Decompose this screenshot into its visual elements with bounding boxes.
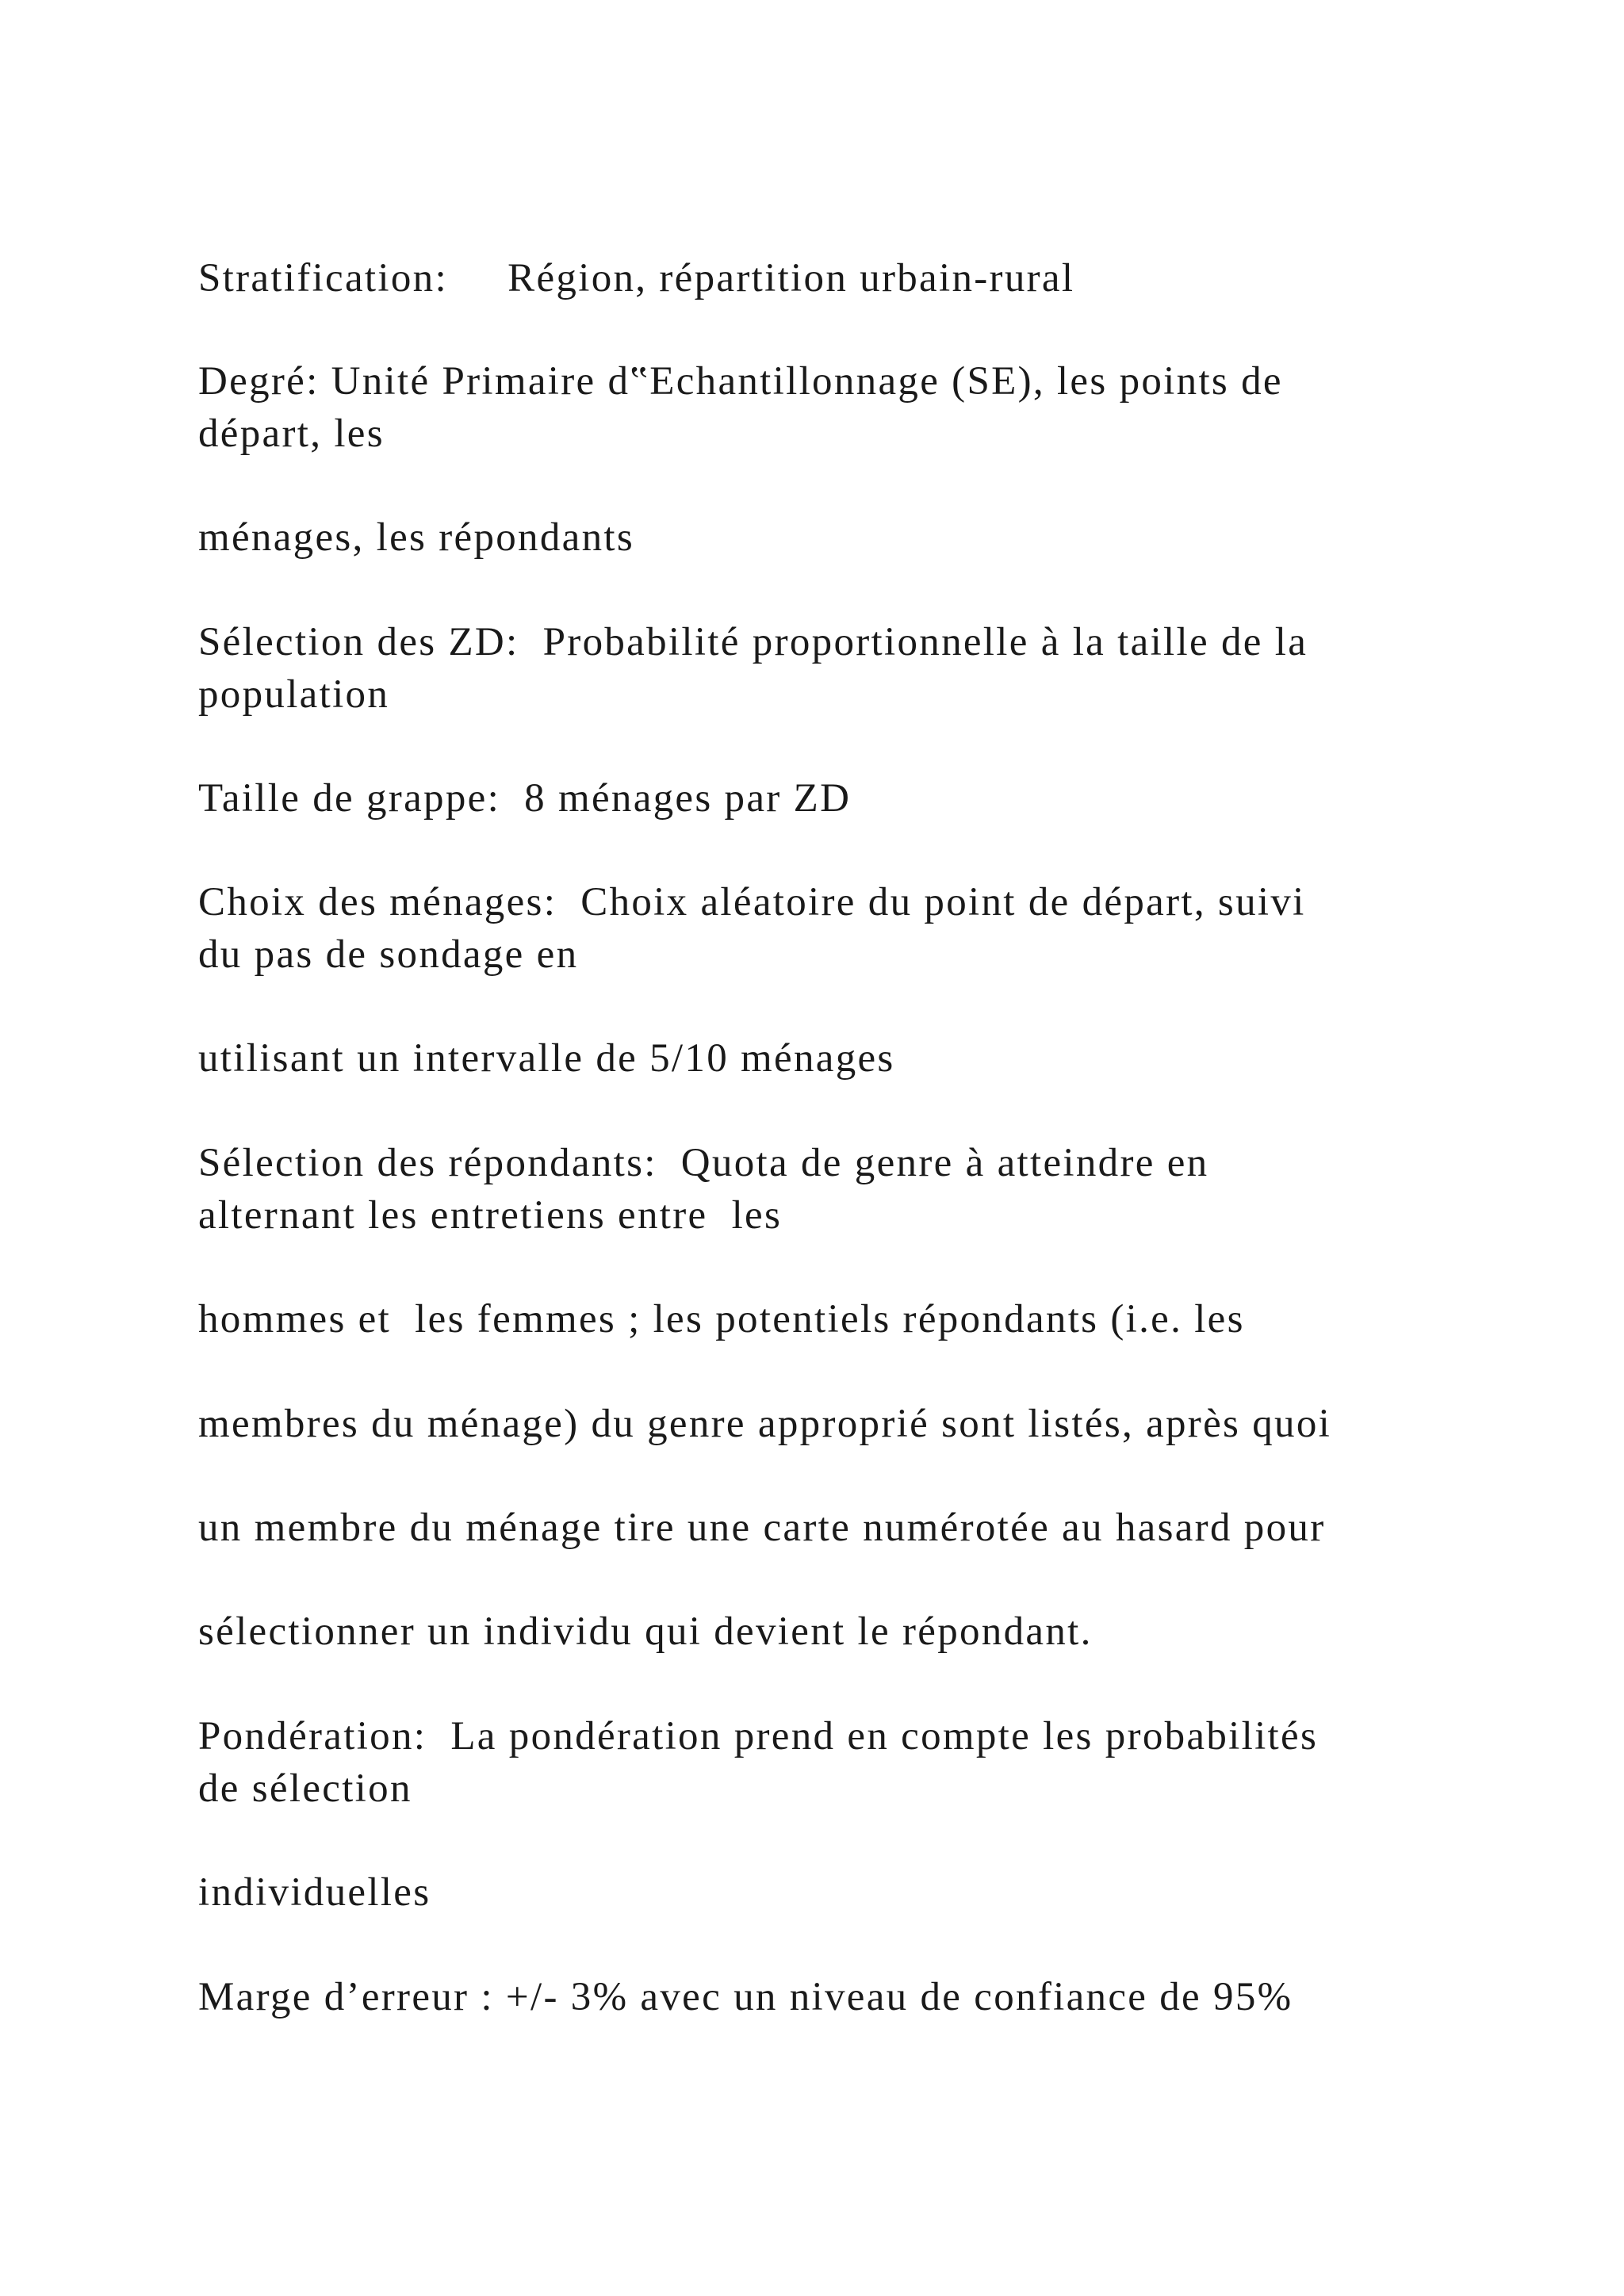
text-line-individuelles: individuelles [198,1870,431,1915]
text-line-selection-repondants-cont: alternant les entretiens entre les [198,1193,783,1238]
text-line-hommes-femmes: hommes et les femmes ; les potentiels répondants (i.e. les [198,1297,1245,1341]
text-line-selection-zd: Sélection des ZD: Probabilité proportionnelle à la taille de la [198,620,1308,664]
text-line-selection-repondants: Sélection des répondants: Quota de genre à atteindre en [198,1141,1209,1185]
text-line-taille-grappe: Taille de grappe: 8 ménages par ZD [198,776,852,821]
text-line-choix-menages-cont: du pas de sondage en [198,932,579,977]
text-line-selection-zd-cont: population [198,672,390,717]
text-line-degre-cont: départ, les [198,411,385,456]
text-line-intervalle: utilisant un intervalle de 5/10 ménages [198,1036,895,1081]
text-line-stratification: Stratification: Région, répartition urbain-rural [198,256,1075,300]
text-line-ponderation-cont: de sélection [198,1766,412,1811]
text-line-degre: Degré: Unité Primaire d‟Echantillonnage (SE), les points de [198,359,1283,404]
text-line-membres-menage: membres du ménage) du genre approprié sont listés, après quoi [198,1402,1332,1446]
text-line-choix-menages: Choix des ménages: Choix aléatoire du point de départ, suivi [198,880,1306,924]
text-line-marge-erreur: Marge d’erreur : +/- 3% avec un niveau de confiance de 95% [198,1975,1293,2019]
text-line-carte-numerotee: un membre du ménage tire une carte numérotée au hasard pour [198,1506,1326,1550]
text-line-selectionner-individu: sélectionner un individu qui devient le répondant. [198,1609,1093,1654]
text-line-ponderation: Pondération: La pondération prend en compte les probabilités [198,1714,1319,1758]
text-line-menages-repondants: ménages, les répondants [198,515,635,560]
